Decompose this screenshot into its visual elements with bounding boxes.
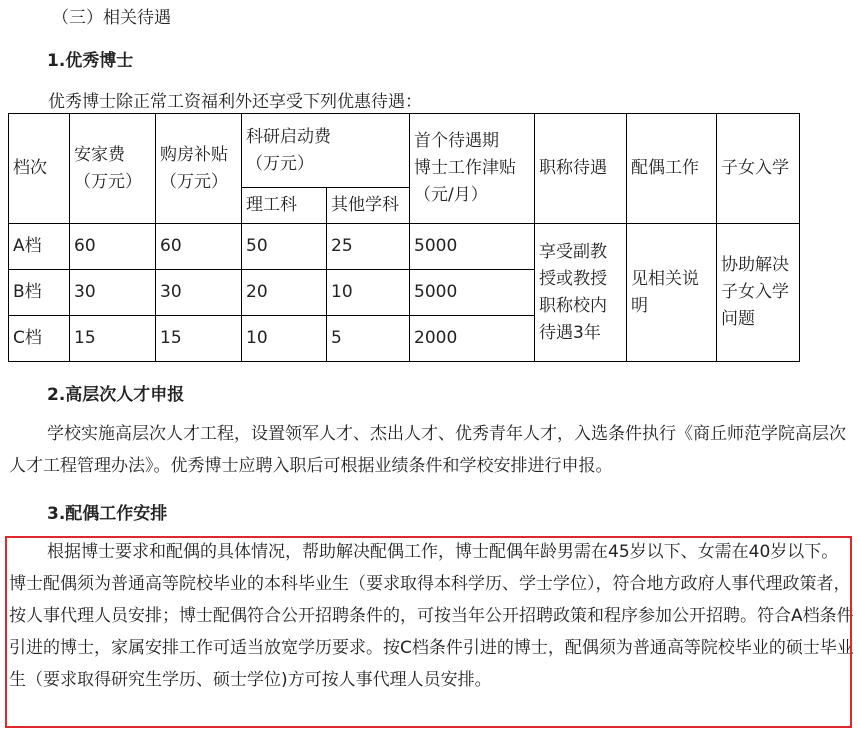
header-science: 理工科 [242,188,327,224]
header-research-line2: （万元） [246,153,314,174]
header-allowance-line2: 博士工作津贴 [414,158,516,178]
subsection-title-high-level-talent: 2.高层次人才申报 [47,385,185,405]
cell-housing: 30 [156,270,242,316]
header-level: 档次 [9,114,70,224]
header-allowance-line1: 首个待遇期 [414,131,499,151]
benefits-intro: 优秀博士除正常工资福利外还享受下列优惠待遇： [48,92,422,112]
cell-professional-title-note: 享受副教授或教授职称校内待遇3年 [535,224,627,362]
subsection-title-excellent-phd: 1.优秀博士 [47,51,134,71]
benefits-table [8,113,800,362]
cell-spouse-note: 见相关说明 [627,224,717,362]
table-row [9,224,800,270]
header-spouse-work: 配偶工作 [627,114,717,224]
header-settlement-line1: 安家费 [74,144,125,165]
high-level-talent-paragraph: 学校实施高层次人才工程，设置领军人才、杰出人才、优秀青年人才，入选条件执行《商丘师范学院高层次人才工程管理办法》。优秀博士应聘入职后可根据业绩条件和学校安排进行申报。 [9,424,846,476]
header-research-line1: 科研启动费 [246,126,331,147]
header-settlement-line2: （万元） [74,171,142,192]
subsection-title-spouse-work: 3.配偶工作安排 [47,504,168,524]
header-allowance-line3: （元/月） [414,185,488,205]
cell-allowance: 2000 [410,316,535,362]
cell-level: A档 [9,224,70,270]
cell-science: 10 [242,316,327,362]
section-title: （三）相关待遇 [52,8,171,28]
cell-settlement: 60 [70,224,156,270]
header-other-disciplines: 其他学科 [327,188,410,224]
cell-settlement: 30 [70,270,156,316]
cell-level: B档 [9,270,70,316]
header-settlement [70,114,156,224]
header-allowance [410,114,535,224]
cell-housing: 15 [156,316,242,362]
cell-allowance: 5000 [410,224,535,270]
header-children-school: 子女入学 [717,114,800,224]
cell-children-note: 协助解决子女入学问题 [717,224,800,362]
header-professional-title: 职称待遇 [535,114,627,224]
cell-settlement: 15 [70,316,156,362]
header-research [242,114,410,188]
spouse-work-paragraph: 根据博士要求和配偶的具体情况，帮助解决配偶工作，博士配偶年龄男需在45岁以下、女需在40岁以下。博士配偶须为普通高等院校毕业的本科毕业生（要求取得本科学历、学士学位），符合地方政府人事代理政策者，按人事代理人员安排；博士配偶符合公开招聘条件的，可按当年公开招聘政策和程序参加公开招聘。符合A档条件引进的博士，家属安排工作可适当放宽学历要求。按C档条件引进的博士，配偶须为普通高等院校毕业的硕士毕业生（要求取得研究生学历、硕士学位)方可按人事代理人员安排。 [9,542,854,690]
highlight-box [5,536,852,728]
cell-allowance: 5000 [410,270,535,316]
cell-other: 10 [327,270,410,316]
header-housing-line1: 购房补贴 [160,144,228,165]
cell-other: 5 [327,316,410,362]
header-housing [156,114,242,224]
cell-science: 50 [242,224,327,270]
header-housing-line2: （万元） [160,171,228,192]
cell-level: C档 [9,316,70,362]
cell-housing: 60 [156,224,242,270]
cell-science: 20 [242,270,327,316]
cell-other: 25 [327,224,410,270]
table-header-row [9,114,800,188]
